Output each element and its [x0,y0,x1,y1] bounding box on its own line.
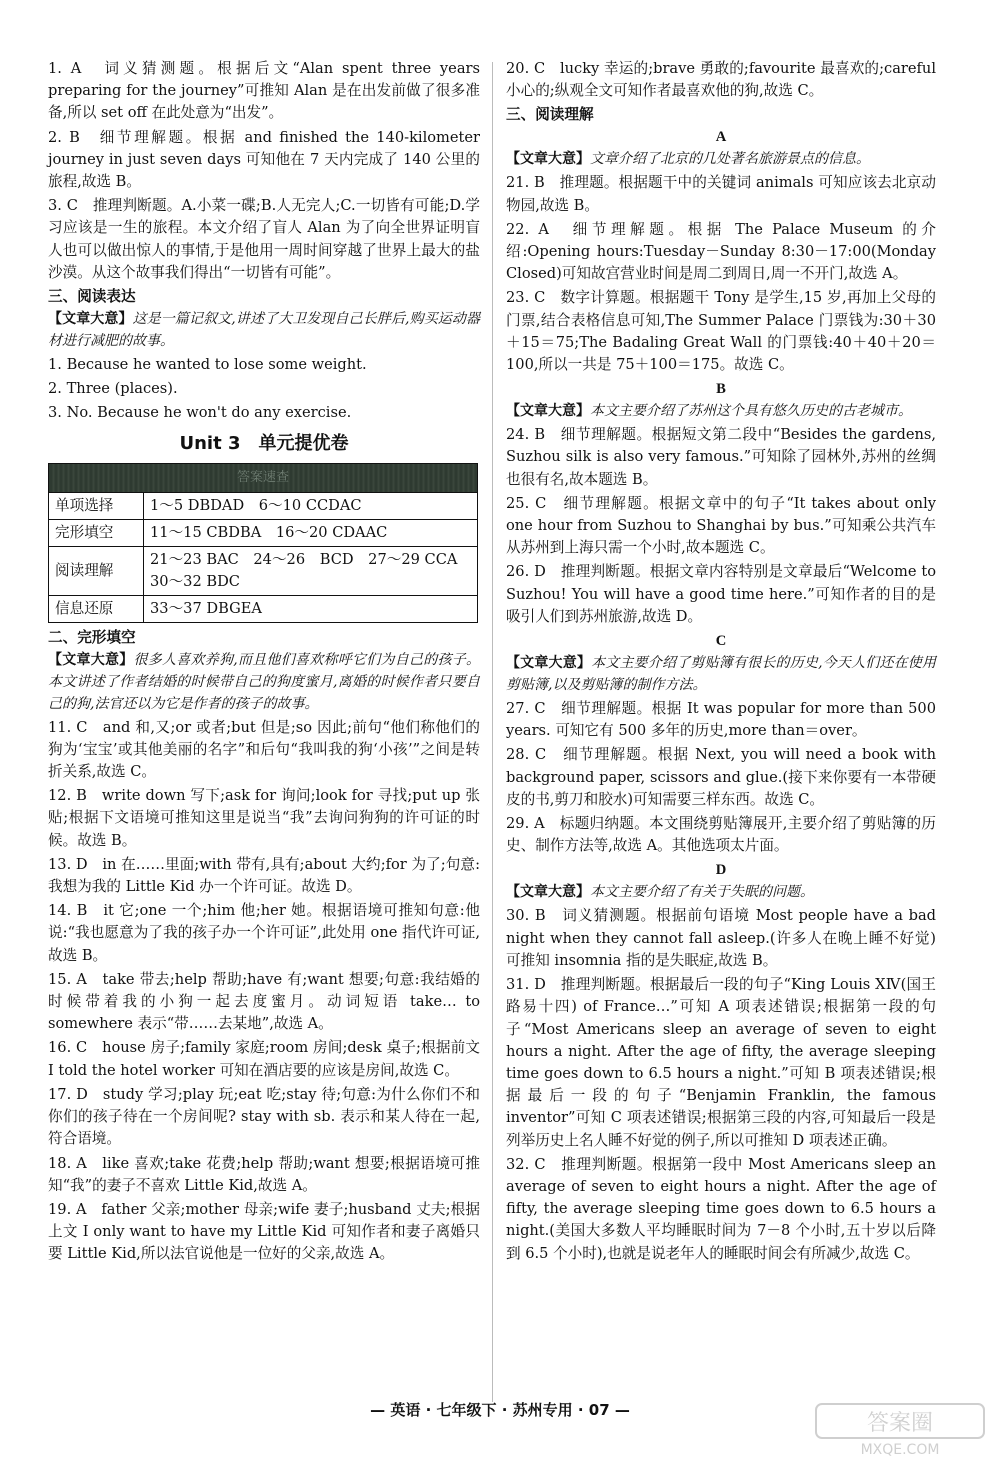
answer-item: 22. A 细节理解题。根据 The Palace Museum 的介绍:Opening hours:Tuesday－Sunday 8:30－17:00(Monday Closed)可知故宫营业时间是周二到周日,周一不开门,故选 A。 [506,220,936,283]
expression-answers [48,354,480,425]
passage-summary [506,148,936,170]
answer-item: 13. D in 在……里面;with 带有,具有;about 大约;for 为了;句意:我想为我的 Little Kid 办一个许可证。故选 D。 [48,855,480,896]
passage-summary [48,308,480,352]
summary-label: 【文章大意】 [506,403,590,420]
passage-letter: D [715,862,727,879]
summary-text: 本文主要介绍了剪贴簿有很长的历史,今天人们还在使用剪贴簿,以及剪贴簿的制作方法。 [506,655,936,694]
passage-letter: C [715,633,727,650]
answer-item: 32. C 推理判断题。根据第一段中 Most Americans sleep an average of seven to eight hours a night. After the age of fifty, the average sleeping time goes down to 6.5 hours a night.(美国大多数人平均睡眠时间为 7－8 个小时,五十岁以后降到 6.5 个小时),也就是说老年人的睡眠时间会有所减少,故选 C。 [506,1155,936,1262]
passage-summary [48,649,480,715]
answer-item: 2. Three (places). [48,380,178,398]
answer-item: 29. A 标题归纳题。本文围绕剪贴簿展开,主要介绍了剪贴簿的历史、制作方法等,故选 A。其他选项太片面。 [506,815,936,855]
summary-label: 【文章大意】 [506,655,592,672]
passage-summary [506,881,936,903]
svg-text:MXQE.COM: MXQE.COM [860,1442,940,1458]
summary-text: 很多人喜欢养狗,而且他们喜欢称呼它们为自己的孩子。本文讲述了作者结婚的时候带自己的狗度蜜月,离婚的时候作者只要自己的狗,法官还以为它是作者的孩子的故事。 [48,651,481,712]
passage-letter: B [716,381,726,398]
answer-item: 3. C 推理判断题。A.小菜一碟;B.人无完人;C.一切皆有可能;D.学习应该是一生的旅程。本文介绍了盲人 Alan 为了向全世界证明盲人也可以做出惊人的事情,于是他用一周时间穿越了世界上最大的盐沙漠。从这个故事我们得出“一切皆有可能”。 [48,197,480,281]
passage-letter: A [715,129,727,146]
answer-item: 15. A take 带去;help 帮助;have 有;want 想要;句意:我结婚的时候带着我的小狗一起去度蜜月。动词短语 take… to somewhere 表示“带……去某地”,故选 A。 [48,970,480,1033]
answer-item: 28. C 细节理解题。根据 Next, you will need a book with background paper, scissors and glue.(接下来你要有一本带硬皮的书,剪刀和胶水)可知需要三样东西。故选 C。 [506,746,936,808]
answer-item: 18. A like 喜欢;take 花费;help 帮助;want 想要;根据语境可推知“我”的妻子不喜欢 Little Kid,故选 A。 [48,1154,480,1194]
answer-item: 14. B it 它;one 一个;him 他;her 她。根据语境可推知句意:他说:“我也愿意为了我的孩子办一个许可证”,此处用 one 指代许可证,故选 B。 [48,902,480,964]
page-footer: — 英语 · 七年级下 · 苏州专用 · 07 — [370,1401,630,1419]
table-cell-value: 33～37 DBGEA [144,595,478,622]
svg-text:答案圈: 答案圈 [866,1411,934,1436]
cloze-answer-list [48,717,480,1266]
table-row [49,546,478,595]
summary-label: 【文章大意】 [506,884,590,901]
summary-text: 本文主要介绍了苏州这个具有悠久历史的古老城市。 [590,403,912,420]
table-cell-value: 1～5 DBDAD 6～10 CCDAC [144,492,478,519]
answer-item: 30. B 词义猜测题。根据前句语境 Most people have a bad night when they cannot fall asleep.(许多人在晚上睡不好觉)可推知 insomnia 指的是失眠症,故选 B。 [506,907,936,969]
table-cell-label: 信息还原 [49,595,144,622]
table-cell-label: 阅读理解 [49,546,144,595]
summary-label: 【文章大意】 [506,151,590,168]
answer-item: 2. B 细节理解题。根据 and finished the 140-kilometer journey in just seven days 可知他在 7 天内完成了 140 公里的旅程,故选 B。 [48,128,480,191]
summary-text: 这是一篇记叙文,讲述了大卫发现自己长胖后,购买运动器材进行减肥的故事。 [48,311,481,350]
watermark-logo-icon [810,1400,990,1460]
left-column [48,58,480,1268]
table-cell-label: 完形填空 [49,519,144,546]
right-column [506,58,936,1267]
table-row [49,519,478,546]
column-divider [492,62,493,1402]
answer-item: 23. C 数字计算题。根据题干 Tony 是学生,15 岁,再加上父母的门票,结合表格信息可知,The Summer Palace 门票钱为:30＋30＋15＝75;The Badaling Great Wall 的门票钱:40＋40＋20＝100,所以一共是 75＋100＝175。故选 C。 [506,289,936,374]
answer-item: 19. A father 父亲;mother 母亲;wife 妻子;husband 丈夫;根据上文 I only want to have my Little Kid 可知作者和妻子离婚只要 Little Kid,所以法官说他是一位好的父亲,故选 A。 [48,1200,480,1263]
passage-summary [506,400,936,422]
answer-item: 3. No. Because he won't do any exercise. [48,404,352,422]
summary-text: 本文主要介绍了有关于失眠的问题。 [590,884,814,901]
section-heading-cloze: 二、完形填空 [48,628,136,646]
answer-list-part1 [48,58,480,284]
answer-quick-check-table [48,463,478,623]
table-cell-value: 11～15 CBDBA 16～20 CDAAC [144,519,478,546]
answer-item: 25. C 细节理解题。根据文章中的句子“It takes about only one hour from Suzhou to Shanghai by bus.”可知乘公共汽车从苏州到上海只需一个小时,故本题选 C。 [506,494,936,557]
answer-item: 31. D 推理判断题。根据最后一段的句子“King Louis ⅩⅣ(国王路易十四) of France…”可知 A 项表述错误;根据第一段的句子“Most Americans sleep an average of seven to eight hours a night. After the age of fifty, the average sleeping time goes down to 6.5 hours a night.”可知 B 项表述错误;根据最后一段的句子“Benjamin Franklin, the famous inventor”可知 C 项表述错误;根据第三段的内容,可知最后一段是列举历史上名人睡不好觉的例子,所以可推知 D 项表述正确。 [506,976,936,1149]
summary-label: 【文章大意】 [48,651,134,668]
passage-summary [506,652,936,696]
table-cell-label: 单项选择 [49,492,144,519]
answer-item: 20. C lucky 幸运的;brave 勇敢的;favourite 最喜欢的;careful 小心的;纵观全文可知作者最喜欢他的狗,故选 C。 [506,60,936,100]
answer-item: 12. B write down 写下;ask for 询问;look for 寻找;put up 张贴;根据下文语境可推知这里是说当“我”去询问狗狗的许可证的时候。故选 B。 [48,787,480,849]
unit-title: Unit 3 单元提优卷 [179,432,349,454]
answer-item: 1. A 词义猜测题。根据后文“Alan spent three years preparing for the journey”可推知 Alan 是在出发前做了很多准备,所以 set off 在此处意为“出发”。 [48,60,480,122]
answer-item: 17. D study 学习;play 玩;eat 吃;stay 待;句意:为什么你们不和你们的孩子待在一个房间呢? stay with sb. 表示和某人待在一起,符合语境。 [48,1085,480,1148]
table-header: 答案速查 [49,463,478,492]
answer-item: 16. C house 房子;family 家庭;room 房间;desk 桌子;根据前文 I told the hotel worker 可知在酒店要的应该是房间,故选 C。 [48,1039,480,1079]
answer-item: 24. B 细节理解题。根据短文第二段中“Besides the gardens, Suzhou silk is also very famous.”可知除了园林外,苏州的丝绸也很有名,故本题选 B。 [506,426,936,488]
reading-passages [506,126,936,1264]
table-cell-value: 21～23 BAC 24～26 BCD 27～29 CCA 30～32 BDC [144,546,478,595]
answer-item: 1. Because he wanted to lose some weight. [48,356,367,374]
summary-text: 文章介绍了北京的几处著名旅游景点的信息。 [590,151,870,168]
table-row [49,595,478,622]
answer-item: 26. D 推理判断题。根据文章内容特别是文章最后“Welcome to Suzhou! You will have a good time here.”可知作者的目的是吸引人们到苏州旅游,故选 D。 [506,563,936,625]
summary-label: 【文章大意】 [48,311,133,328]
answer-item: 27. C 细节理解题。根据 It was popular for more than 500 years. 可知它有 500 多年的历史,more than＝over。 [506,700,936,740]
table-row [49,492,478,519]
section-heading-reading: 三、阅读理解 [506,106,594,124]
answer-list-part2 [506,58,936,102]
answer-item: 11. C and 和,又;or 或者;but 但是;so 因此;前句“他们称他们的狗为‘宝宝’或其他美丽的名字”和后句“我叫我的狗‘小孩’”之间是转折关系,故选 C。 [48,718,480,781]
section-heading-reading-expression: 三、阅读表达 [48,288,136,306]
answer-item: 21. B 推理题。根据题干中的关键词 animals 可知应该去北京动物园,故选 B。 [506,174,936,214]
